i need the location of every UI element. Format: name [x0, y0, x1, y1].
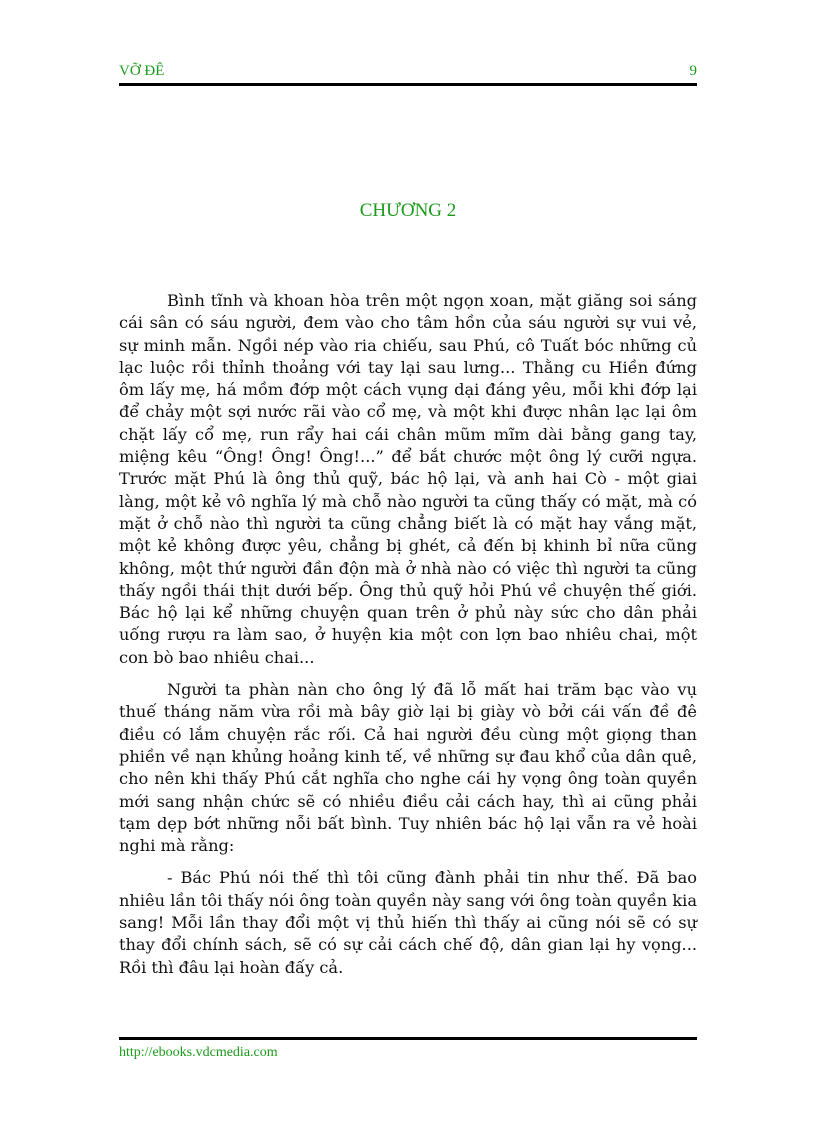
body-text — [119, 290, 697, 989]
footer-url-link[interactable]: http://ebooks.vdcmedia.com — [119, 1045, 278, 1060]
chapter-title: CHƯƠNG 2 — [359, 200, 457, 221]
page-number: 9 — [689, 63, 697, 79]
running-title: VỠ ĐÊ — [119, 63, 165, 79]
footer-divider — [119, 1037, 697, 1040]
page-header — [119, 62, 697, 82]
paragraph-3: - Bác Phú nói thế thì tôi cũng đành phải tin như thế. Đã bao nhiêu lần tôi thấy nói ông toàn quyền này sang với ông toàn quyền kia sang! Mỗi lần thay đổi một vị thủ hiến thì thấy ai cũng nói sẽ có sự thay đổi chính sách, sẽ có sự cải cách chế độ, dân gian lại hy vọng... Rồi thì đâu lại hoàn đấy cả. — [119, 868, 697, 977]
paragraph-2: Người ta phàn nàn cho ông lý đã lỗ mất hai trăm bạc vào vụ thuế tháng năm vừa rồi mà bây giờ lại bị giày vò bởi cái vấn đề đê điều có lắm chuyện rắc rối. Cả hai người đều cùng một giọng than phiền về nạn khủng hoảng kinh tế, về những sự đau khổ của dân quê, cho nên khi thấy Phú cắt nghĩa cho nghe cái hy vọng ông toàn quyền mới sang nhận chức sẽ có nhiều điều cải cách hay, thì ai cũng phải tạm dẹp bớt những nỗi bất bình. Tuy nhiên bác hộ lại vẫn ra vẻ hoài nghi mà rằng: — [119, 680, 697, 856]
header-divider — [119, 83, 697, 86]
paragraph-1: Bình tĩnh và khoan hòa trên một ngọn xoan, mặt giăng soi sáng cái sân có sáu người, đem vào cho tâm hồn của sáu người sự vui vẻ, sự minh mẫn. Ngồi nép vào ria chiếu, sau Phú, cô Tuất bóc những củ lạc luộc rồi thỉnh thoảng với tay lại sau lưng... Thằng cu Hiền đứng ôm lấy mẹ, há mồm đớp một cách vụng dại đáng yêu, mỗi khi đớp lại để chảy một sợi nước rãi vào cổ mẹ, và một khi được nhân lạc lại ôm chặt lấy cổ mẹ, run rẩy hai cái chân mũm mĩm dài bằng gang tay, miệng kêu “Ông! Ông! Ông!...” để bắt chước một ông lý cưỡi ngựa. Trước mặt Phú là ông thủ quỹ, bác hộ lại, và anh hai Cò - một giai làng, một kẻ vô nghĩa lý mà chỗ nào người ta cũng thấy có mặt, mà có mặt ở chỗ nào thì người ta cũng chẳng biết là có mặt hay vắng mặt, một kẻ không được yêu, chẳng bị ghét, cả đến bị khinh bỉ nữa cũng không, một thứ người đần độn mà ở nhà nào có việc thì người ta cũng thấy ngồi thái thịt dưới bếp. Ông thủ quỹ hỏi Phú về chuyện thế giới. Bác hộ lại kể những chuyện quan trên ở phủ này sức cho dân phải uống rượu ra làm sao, ở huyện kia một con lợn bao nhiêu chai, một con bò bao nhiêu chai... — [119, 291, 697, 667]
